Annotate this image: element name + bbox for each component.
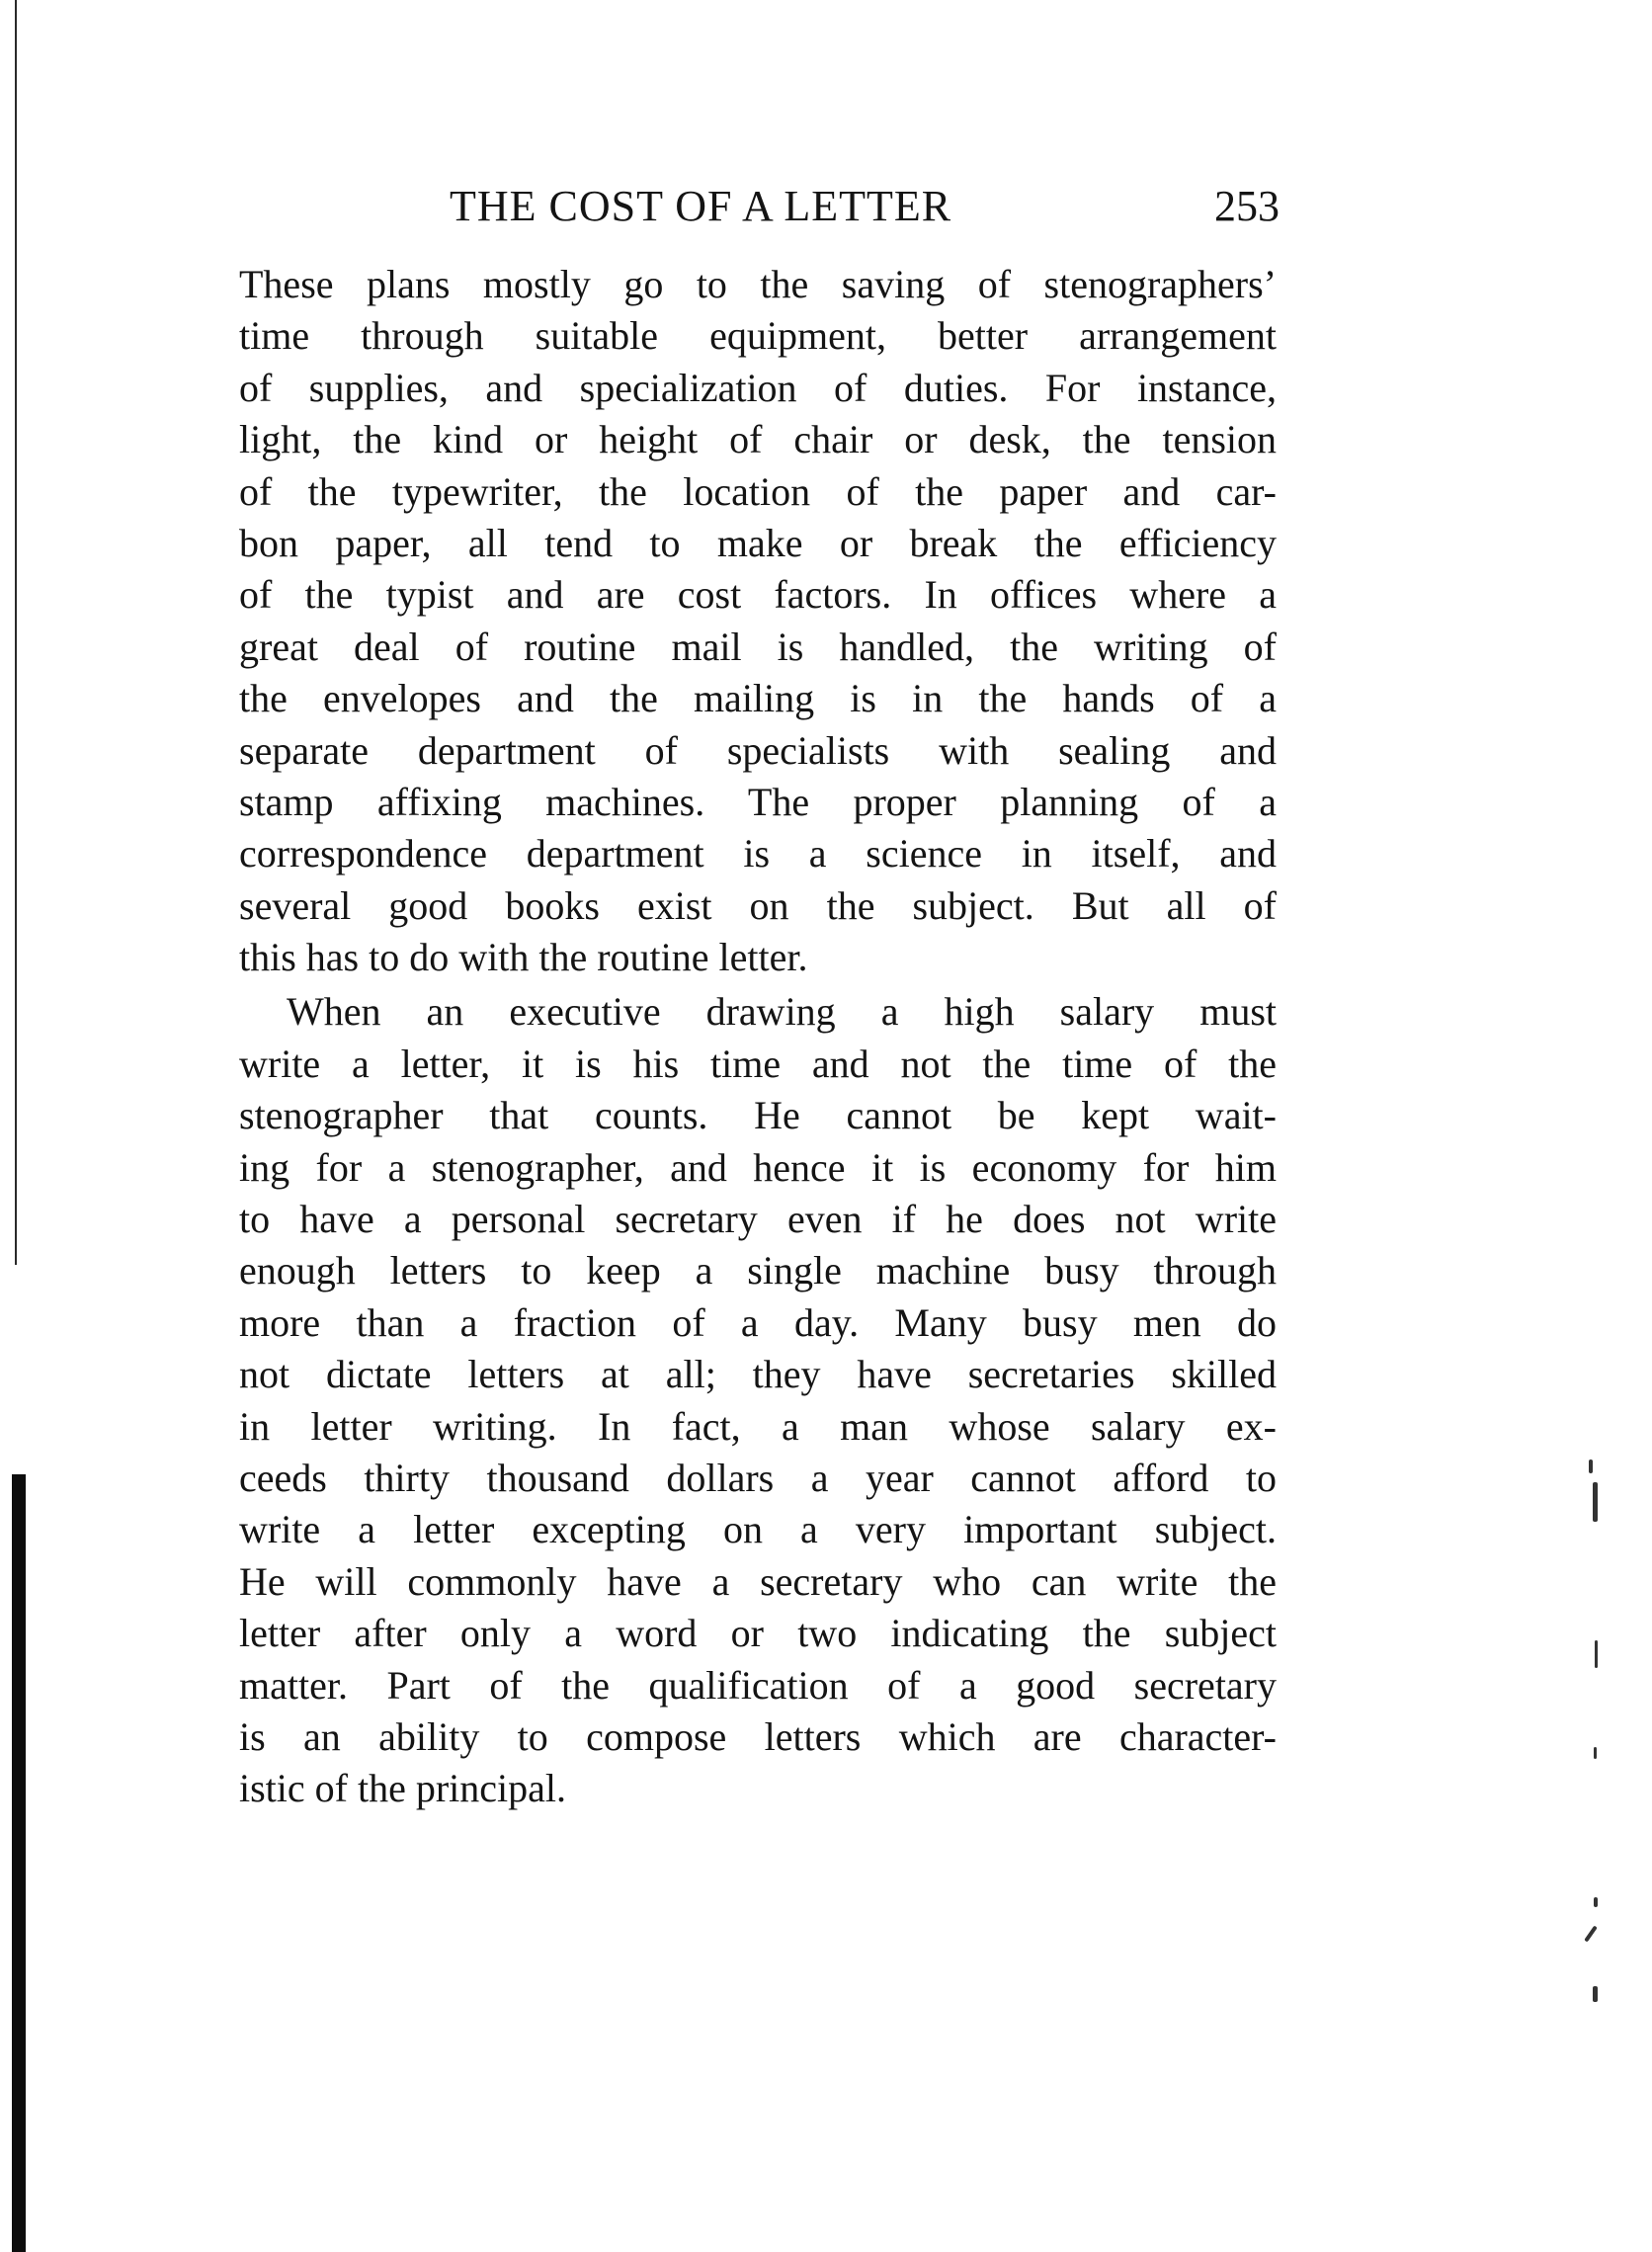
running-head [450, 181, 1280, 240]
text-line: the envelopes and the mailing is in the hands of a [239, 676, 1277, 721]
text-line: These plans mostly go to the saving of stenographers’ [239, 262, 1277, 306]
text-line: bon paper, all tend to make or break the efficiency [239, 520, 1277, 565]
text-line: more than a fraction of a day. Many busy men do [239, 1299, 1277, 1345]
text-line: correspondence department is a science in itself, and [239, 831, 1277, 876]
scan-speck [1589, 1460, 1593, 1473]
text-line: istic of the principal. [239, 1766, 567, 1811]
text-line: in letter writing. In fact, a man whose salary ex- [239, 1403, 1277, 1449]
body-text [239, 259, 1277, 1815]
text-line: write a letter, it is his time and not the time of the [239, 1041, 1277, 1086]
text-line: not dictate letters at all; they have secretaries skilled [239, 1352, 1277, 1397]
text-line: enough letters to keep a single machine busy through [239, 1248, 1277, 1293]
scan-speck [1584, 1925, 1598, 1942]
text-line: When an executive drawing a high salary must [287, 989, 1277, 1035]
text-line: of supplies, and specialization of duties. For instance, [239, 365, 1277, 410]
scan-speck [1593, 1986, 1598, 2002]
text-line: write a letter excepting on a very important subject. [239, 1507, 1277, 1552]
scan-speck [1593, 1482, 1598, 1522]
text-line: matter. Part of the qualification of a good secretary [239, 1662, 1277, 1708]
text-line: to have a personal secretary even if he does not write [239, 1197, 1277, 1242]
text-line: of the typist and are cost factors. In offices where a [239, 572, 1277, 618]
running-title: THE COST OF A LETTER [450, 182, 952, 230]
text-line: is an ability to compose letters which are character- [239, 1713, 1277, 1759]
text-line: stenographer that counts. He cannot be kept wait- [239, 1093, 1277, 1138]
text-line: light, the kind or height of chair or desk, the tension [239, 417, 1277, 462]
text-line: of the typewriter, the location of the paper and car- [239, 468, 1277, 514]
text-line: time through suitable equipment, better arrangement [239, 313, 1277, 359]
text-line: He will commonly have a secretary who can write the [239, 1558, 1277, 1604]
text-line: great deal of routine mail is handled, the writing of [239, 624, 1277, 669]
text-line: separate department of specialists with sealing and [239, 727, 1277, 773]
scan-speck [1594, 1747, 1597, 1759]
text-line: letter after only a word or two indicating the subject [239, 1611, 1277, 1656]
scan-speck [1594, 1897, 1598, 1907]
text-line: stamp affixing machines. The proper planning of a [239, 779, 1277, 824]
text-line: several good books exist on the subject. But all of [239, 882, 1277, 928]
paragraph-2 [239, 986, 1277, 1814]
page-number: 253 [1214, 182, 1280, 230]
scan-edge-line [15, 0, 17, 1265]
text-line: this has to do with the routine letter. [239, 935, 808, 980]
text-line: ceeds thirty thousand dollars a year cannot afford to [239, 1455, 1277, 1500]
paragraph-1 [239, 259, 1277, 983]
text-line: ing for a stenographer, and hence it is economy for him [239, 1144, 1277, 1190]
scan-speck [1595, 1640, 1598, 1668]
scan-edge-shadow [12, 1474, 26, 2252]
